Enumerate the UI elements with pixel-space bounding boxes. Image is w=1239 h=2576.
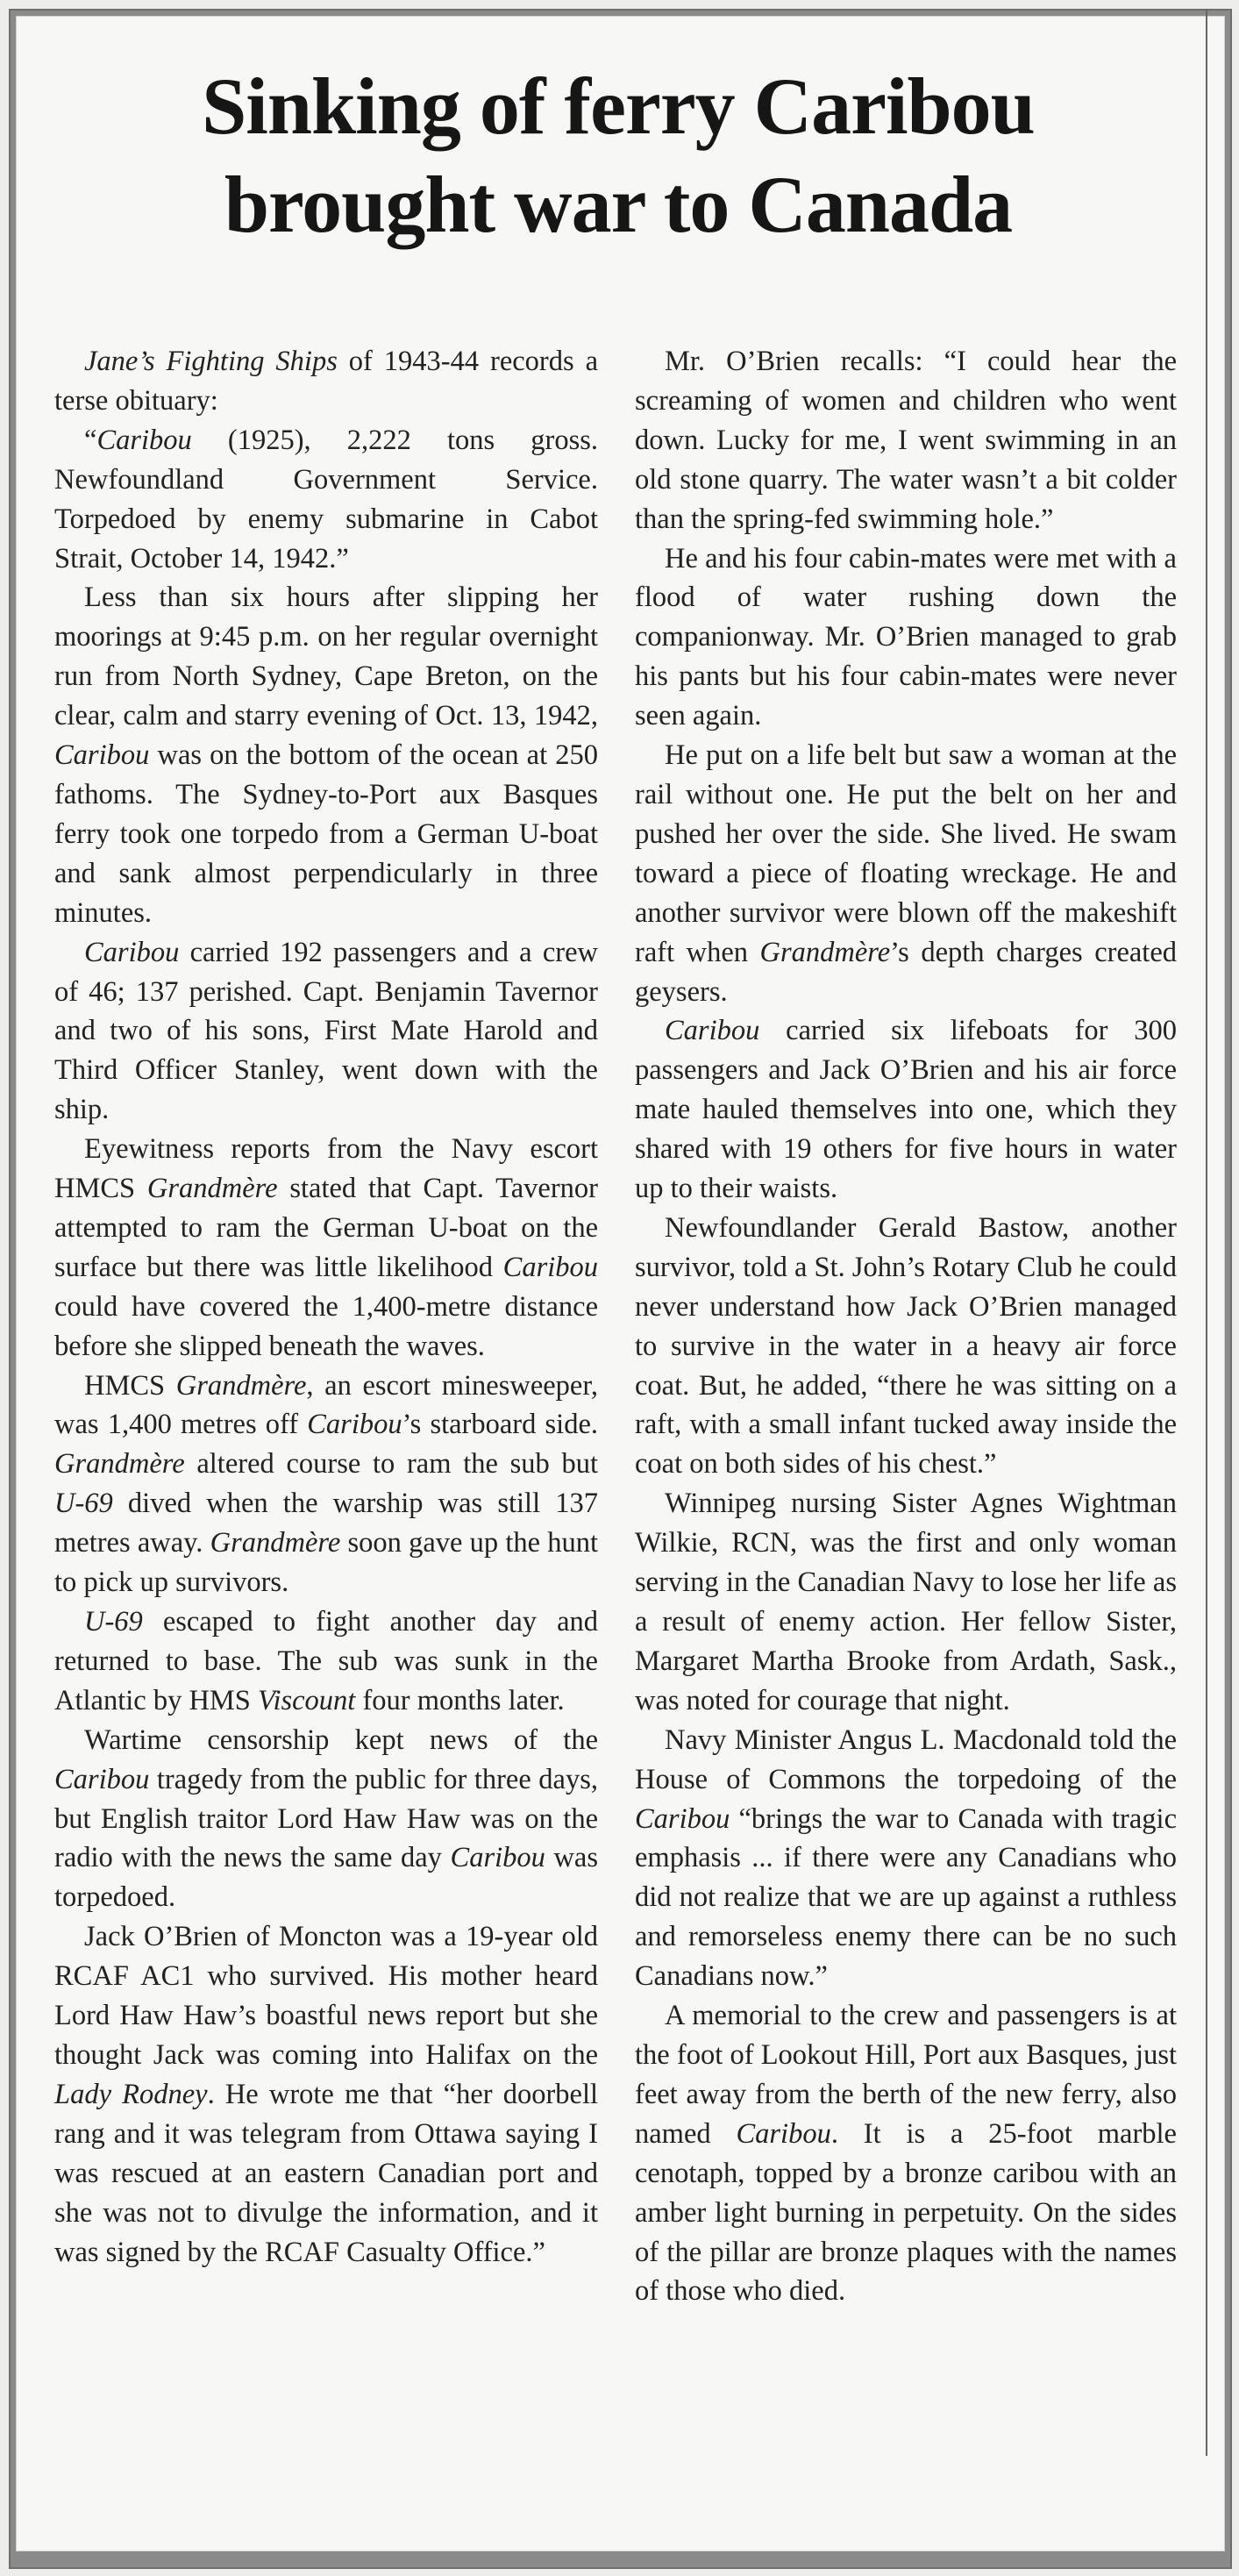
column-rule [1206, 9, 1207, 2456]
article-paragraph: Navy Minister Angus L. Macdonald told the House of Commons the torpedoing of the Caribou “brings the war to Canada with tragic emphasis ... if there were any Canadians who did not realize that we are up against a ruthless and remorseless enemy there can be no such Canadians now.” [635, 1723, 1177, 1993]
article-paragraph: “Caribou (1925), 2,222 tons gross. Newfoundland Government Service. Torpedoed by enemy submarine in Cabot Strait, October 14, 1942.” [54, 424, 598, 574]
article-paragraph: Mr. O’Brien recalls: “I could hear the screaming of women and children who went down. Lucky for me, I went swimming in an old stone quarry. The water wasn’t a bit colder than the spring-fed swimming hole.” [635, 346, 1177, 535]
article-paragraph: A memorial to the crew and passengers is at the foot of Lookout Hill, Port aux Basques, just feet away from the berth of the new ferry, also named Caribou. It is a 25-foot marble cenotaph, topped by a bronze caribou with an amber light burning in perpetuity. On the sides of the pillar are bronze plaques with the names of those who died. [635, 2000, 1177, 2308]
article-headline [35, 57, 1201, 253]
article-paragraph: Less than six hours after slipping her moorings at 9:45 p.m. on her regular overnight run from North Sydney, Cape Breton, on the clear, calm and starry evening of Oct. 13, 1942, Caribou was on the bottom of the ocean at 250 fathoms. The Sydney-to-Port aux Basques ferry took one torpedo from a German U-boat and sank almost perpendicularly in three minutes. [54, 582, 598, 929]
article-paragraph: Winnipeg nursing Sister Agnes Wightman Wilkie, RCN, was the first and only woman serving in the Canadian Navy to lose her life as a result of enemy action. Her fellow Sister, Margaret Martha Brooke from Ardath, Sask., was noted for courage that night. [635, 1488, 1177, 1716]
article-paragraph: Caribou carried six lifeboats for 300 passengers and Jack O’Brien and his air force mate hauled themselves into one, which they shared with 19 others for five hours in water up to their waists. [635, 1015, 1177, 1205]
article-paragraph: He put on a life belt but saw a woman at the rail without one. He put the belt on her and pushed her over the side. She lived. He swam toward a piece of floating wreckage. He and another survivor were blown off the makeshift raft when Grandmère’s depth charges created geysers. [635, 739, 1178, 1008]
article-paragraph: U-69 escaped to fight another day and returned to base. The sub was sunk in the Atlantic by HMS Viscount four months later. [54, 1606, 598, 1716]
article-paragraph: Wartime censorship kept news of the Caribou tragedy from the public for three days, but English traitor Lord Haw Haw was on the radio with the news the same day Caribou was torpedoed. [54, 1723, 598, 1914]
headline-line-2: brought war to Canada [224, 160, 1013, 249]
right-column [635, 342, 1177, 2311]
article-paragraph: Jack O’Brien of Moncton was a 19-year old RCAF AC1 who survived. His mother heard Lord Haw Haw’s boastful news report but she thought Jack was coming into Halifax on the Lady Rodney. He wrote me that “her doorbell rang and it was telegram from Ottawa saying I was rescued at an eastern Canadian port and she was not to divulge the information, and it was signed by the RCAF Casualty Office.” [54, 1921, 599, 2268]
article-paragraph: Jane’s Fighting Ships of 1943-44 records a terse obituary: [54, 346, 598, 417]
left-column [54, 342, 598, 2272]
article-paragraph: Newfoundlander Gerald Bastow, another survivor, told a St. John’s Rotary Club he could never understand how Jack O’Brien managed to survive in the water in a heavy air force coat. But, he added, “there he was sitting on a raft, with a small infant tucked away inside the coat on both sides of his chest.” [635, 1211, 1177, 1481]
headline-line-1: Sinking of ferry Caribou [202, 61, 1035, 151]
article-paragraph: Caribou carried 192 passengers and a crew of 46; 137 perished. Capt. Benjamin Tavernor and two of his sons, First Mate Harold and Third Officer Stanley, went down with the ship. [54, 936, 598, 1126]
article-paragraph: He and his four cabin-mates were met with a flood of water rushing down the companionway. Mr. O’Brien managed to grab his pants but his four cabin-mates were never seen again. [635, 542, 1177, 732]
article-paragraph: Eyewitness reports from the Navy escort HMCS Grandmère stated that Capt. Tavernor attempted to ram the German U-boat on the surface but there was little likelihood Caribou could have covered the 1,400-metre distance before she slipped beneath the waves. [54, 1133, 599, 1362]
article-paragraph: HMCS Grandmère, an escort minesweeper, was 1,400 metres off Caribou’s starboard side. Grandmère altered course to ram the sub but U-69 dived when the warship was still 137 metres away. Grandmère soon gave up the hunt to pick up survivors. [54, 1369, 599, 1599]
